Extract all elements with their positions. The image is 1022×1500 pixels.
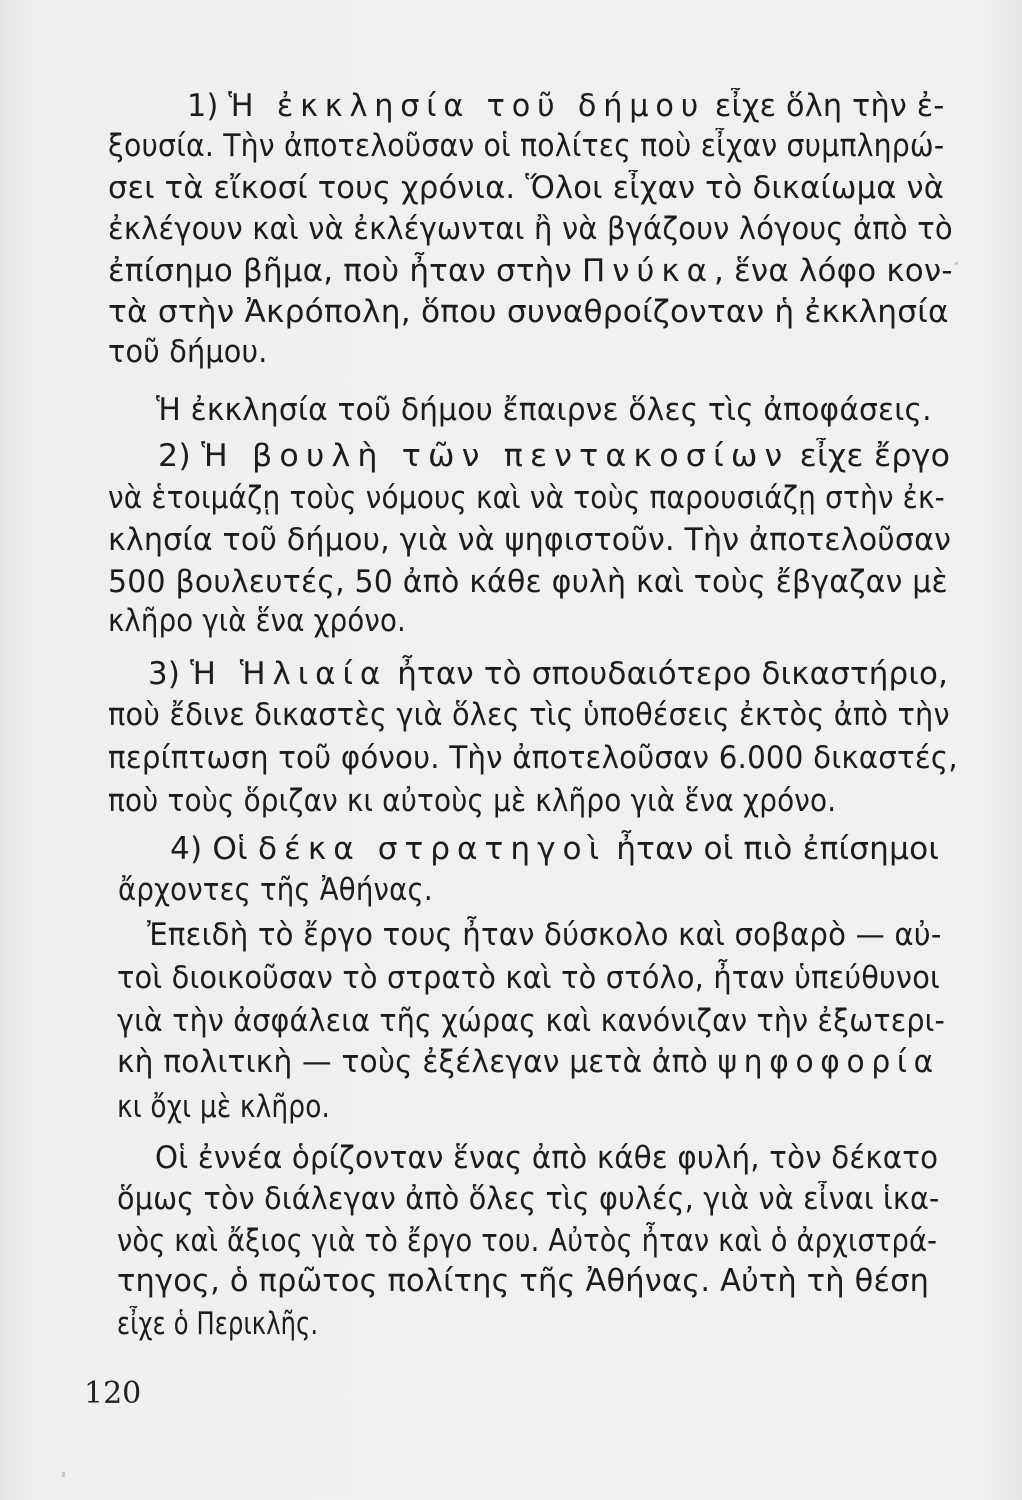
text-line — [117, 1089, 330, 1125]
text-segment: τοὶ διοικοῦσαν τὸ στρατὸ καὶ τὸ στόλο, ἦταν ὑπεύθυνοι — [117, 960, 940, 996]
text-segment: τηγος, ὁ πρῶτος πολίτης τῆς Ἀθήνας. Αὐτὴ τὴ θέση — [117, 1263, 930, 1299]
text-line — [117, 1044, 940, 1080]
text-segment: ποὺ ἔδινε δικαστὲς γιὰ ὅλες τὶς ὑποθέσεις ἐκτὸς ἀπὸ τὴν — [108, 697, 950, 733]
page-number: 120 — [84, 1376, 142, 1411]
text-line — [108, 697, 950, 733]
text-segment: 500 βουλευτές, 50 ἀπὸ κάθε φυλὴ καὶ τοὺς ἔβγαζαν μὲ — [108, 564, 948, 600]
text-line — [155, 1140, 938, 1176]
text-segment: Ἡ ἐκκλησία τοῦ δήμου ἔπαιρνε ὅλες τὶς ἀποφάσεις. — [156, 392, 932, 428]
text-segment: 3) — [148, 656, 191, 692]
text-segment: γιὰ τὴν ἀσφάλεια τῆς χώρας καὶ κανόνιζαν τὴν ἐξωτερι- — [117, 1003, 945, 1039]
text-segment: κὴ πολιτικὴ — τοὺς ἐξέλεγαν μετὰ ἀπὸ — [117, 1044, 718, 1080]
text-segment: ἦταν οἱ πιὸ ἐπίσημοι — [606, 831, 940, 867]
text-line — [108, 170, 944, 206]
text-line — [108, 253, 953, 289]
text-segment: ἐκλέγουν καὶ νὰ ἐκλέγωνται ἢ νὰ βγάζουν λόγους ἀπὸ τὸ — [108, 211, 953, 247]
spaced-term: Ἡ ἐκκλησία τοῦ δήμου — [228, 88, 706, 124]
text-line — [147, 917, 942, 953]
text-segment: κι ὄχι μὲ κλῆρο. — [117, 1089, 331, 1125]
text-segment: 1) — [187, 88, 229, 124]
text-segment: ὅμως τὸν διάλεγαν ἀπὸ ὅλες τὶς φυλές, γιὰ νὰ εἶναι ἱκα- — [117, 1181, 940, 1217]
text-line — [108, 294, 949, 330]
text-segment: Ἐπειδὴ τὸ ἔργο τους ἦταν δύσκολο καὶ σοβαρὸ — αὐ- — [147, 917, 942, 953]
text-segment: σει τὰ εἴκοσί τους χρόνια. Ὅλοι εἶχαν τὸ δικαίωμα νὰ — [108, 170, 945, 206]
text-segment: περίπτωση τοῦ φόνου. Τὴν ἀποτελοῦσαν 6.000 δικαστές, — [108, 740, 958, 776]
scan-speck — [955, 262, 958, 265]
text-line — [148, 656, 948, 692]
text-segment: 2) — [158, 438, 202, 474]
text-segment: εἶχε ἔργο — [789, 438, 951, 474]
text-line — [158, 438, 950, 474]
text-segment: ἄρχοντες τῆς Ἀθήνας. — [118, 872, 433, 908]
text-segment: κλησία τοῦ δήμου, γιὰ νὰ ψηφιστοῦν. Τὴν ἀποτελοῦσαν — [108, 522, 952, 558]
text-line — [170, 831, 939, 867]
text-line — [117, 1181, 940, 1217]
text-line — [108, 128, 944, 164]
text-line — [108, 522, 951, 558]
spaced-term: Πνύκα — [581, 253, 714, 289]
text-line — [108, 211, 953, 247]
text-line — [187, 88, 944, 124]
text-segment: ποὺ τοὺς ὅριζαν κι αὐτοὺς μὲ κλῆρο γιὰ ἕνα χρόνο. — [108, 783, 837, 819]
text-line — [108, 783, 836, 819]
text-segment: τὰ στὴν Ἀκρόπολη, ὅπου συναθροίζονταν ἡ ἐκκλησία — [108, 294, 949, 330]
text-segment: ἦταν τὸ σπουδαιότερο δικαστήριο, — [387, 656, 949, 692]
text-line — [108, 603, 406, 639]
text-line — [108, 564, 948, 600]
text-segment: ξουσία. Τὴν ἀποτελοῦσαν οἱ πολίτες ποὺ εἶχαν συμπληρώ- — [108, 128, 945, 164]
text-line — [117, 960, 940, 996]
text-segment: νὰ ἑτοιμάζῃ τοὺς νόμους καὶ νὰ τοὺς παρουσιάζῃ στὴν ἐκ- — [108, 480, 945, 516]
text-segment: νὸς καὶ ἄξιος γιὰ τὸ ἔργο του. Αὐτὸς ἦταν καὶ ὁ ἀρχιστρά- — [117, 1223, 938, 1259]
text-segment: εἶχε ὅλη τὴν ἐ- — [705, 88, 945, 124]
text-line — [108, 740, 958, 776]
text-line — [117, 1003, 945, 1039]
text-segment: , ἕνα λόφο κον- — [713, 253, 953, 289]
text-line — [108, 334, 268, 370]
spaced-term: Ἡ Ἡλιαία — [190, 656, 388, 692]
text-line — [117, 1223, 937, 1259]
text-segment: εἶχε ὁ Περικλῆς. — [117, 1306, 319, 1342]
spaced-term: Ἡ βουλὴ τῶν πεντακοσίων — [201, 438, 790, 474]
text-line — [118, 872, 433, 908]
text-line — [117, 1263, 929, 1299]
text-line — [156, 392, 932, 428]
text-segment: τοῦ δήμου. — [108, 334, 268, 370]
text-line — [108, 480, 945, 516]
spaced-term: δέκα στρατηγοὶ — [257, 831, 607, 867]
text-segment: Οἱ ἐννέα ὁρίζονταν ἕνας ἀπὸ κάθε φυλή, τὸν δέκατο — [155, 1140, 939, 1176]
spaced-term: ψηφοφορία — [717, 1044, 940, 1080]
text-line — [117, 1306, 318, 1342]
scan-speck — [62, 1472, 65, 1477]
text-segment: κλῆρο γιὰ ἕνα χρόνο. — [108, 603, 406, 639]
text-segment: 4) Οἱ — [170, 831, 258, 867]
text-segment: ἐπίσημο βῆμα, ποὺ ἦταν στὴν — [108, 253, 582, 289]
